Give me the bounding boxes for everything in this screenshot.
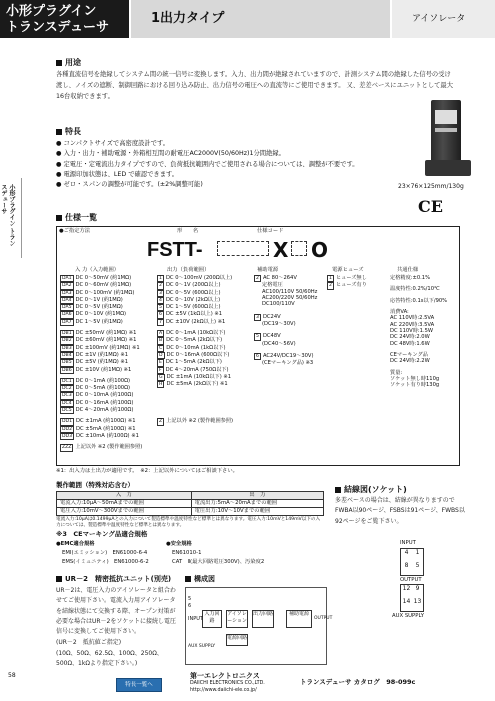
input-code-row: DC5 DC 4～20mA (約100Ω) [62, 407, 134, 414]
input-code-row: DA6 DC 0～10V (約1MΩ) [62, 311, 127, 318]
col-input: 入 力（入力範囲） [75, 267, 120, 273]
emc-row: EMS(イミュニティ) EN61000-6-2 [62, 559, 149, 565]
aux-list [254, 275, 326, 367]
input-code-row: DB5 DC ±5V (約1MΩ) ※1 [62, 359, 129, 366]
fuse-code-row: 2 ヒューズ有り [329, 282, 367, 289]
ur2-spec2: (10Ω、50Ω、62.5Ω、100Ω、250Ω、500Ω、1kΩより指定下さい。) [56, 650, 163, 668]
emc-label: ●EMC適合規格 [56, 541, 95, 547]
input-code-row: DA4 DC 0～1V (約1MΩ) [62, 296, 123, 303]
feature-item: ● コンパクトサイズで高密度設計です。 [56, 140, 170, 147]
input-code-row: DB6 DC ±10V (約1MΩ) ※1 [62, 366, 132, 373]
common-spec-item: 消費VA: [390, 309, 409, 316]
input-code-row: DC2 DC 0～5mA (約100Ω) [62, 385, 131, 392]
common-spec-item: AC 110V時:2.5VA [390, 315, 435, 322]
output-code-row: B DC 0～5mA (2kΩ以下) [159, 337, 223, 344]
aux-code-row: (DC40～56V) [262, 340, 296, 347]
input-code-row: DD1 DC ±1mA (約100Ω) ※1 [62, 418, 136, 425]
input-code-row: DC4 DC 0～16mA (約100Ω) [62, 399, 134, 406]
input-code-slot [217, 241, 269, 256]
aux-code-slot [291, 241, 307, 256]
col-aux: 補助電源 [257, 267, 279, 273]
output-code-row: 6 DC ±5V (1kΩ以上) ※1 [159, 311, 223, 318]
output-code-row: 2 DC 0～1V (200Ω以上) [159, 282, 221, 289]
aux-code-row: AC100/110V 50/60Hz [262, 288, 318, 295]
input-code-row: DB1 DC ±50mV (約1MΩ) ※1 [62, 330, 137, 337]
common-spec-item: DC 110V時:1.5W [390, 328, 434, 335]
company-url[interactable]: http://www.daiichi-ele.co.jp/ [190, 688, 257, 693]
input-code-row: DC3 DC 0～10mA (約100Ω) [62, 392, 134, 399]
model-prefix: FSTT- [147, 239, 203, 261]
output-code-row: D DC 0～16mA (600Ω以下) [159, 351, 230, 358]
input-code-row: ZZZ 上記以外 ※2 (製作範囲参照) [62, 444, 143, 451]
aux-code-row: 6 AC24V/DC19～30V) [256, 352, 314, 359]
output-code-row: G DC ±1mA (10kΩ以下) ※1 [159, 373, 232, 380]
spec-code-label: 仕様コード [257, 228, 284, 234]
page-number: 58 [8, 672, 16, 679]
header-category: アイソレータ [392, 0, 495, 38]
feature-item: ● 電源印加状態は、LED で確認できます。 [56, 170, 179, 178]
order-label: ●ご指定方法 [59, 228, 91, 234]
catalog-title: トランスデューサ カタログ 98-099c [300, 678, 416, 686]
usage-heading: 用途 [56, 58, 81, 69]
header-title-line1: 小形プラグイン [6, 4, 97, 19]
safety-label: ●安全規格 [166, 541, 192, 547]
common-spec-item: CEマーキング品 [390, 352, 428, 359]
input-code-row: DD2 DC ±5mA (約100Ω) ※1 [62, 425, 136, 432]
input-list [60, 275, 155, 452]
common-spec-item: 応答特性:0.1s以下/90% [390, 297, 448, 304]
block-input: 入力回路 [202, 610, 222, 628]
aux-code-row: DC100/110V [262, 301, 295, 308]
common-spec-item: DC 48V時:1.6W [390, 340, 430, 347]
common-spec-item: DC 24V時:2.2W [390, 358, 430, 365]
block-output: 出力回路 [252, 610, 274, 628]
product-image [425, 100, 473, 176]
common-spec-item: DC 24V時:2.0W [390, 334, 430, 341]
output-code-row: F DC 4～20mA (750Ω以下) [159, 366, 229, 373]
spec-table [56, 226, 460, 466]
aux-code-row: 2 AC 80～264V [256, 275, 297, 281]
output-code-row: 1 DC 0～100mV (200Ω以上) [159, 275, 233, 281]
common-spec-item: ソケット無し時110g [390, 376, 440, 383]
col-common: 共通仕様 [397, 267, 419, 273]
table-row: 電流入力:10μA～50mAまでの範囲 電流出力:5mA～20mAまでの範囲 [57, 500, 324, 508]
spec-footnote: ※1：出入力は土出力が適用です。 ※2：上記以外についてはご相談下さい。 [56, 468, 238, 474]
ur2-spec1: (UR－2 抵抗値ご指定) [56, 639, 122, 646]
features-list [56, 139, 374, 190]
output-code-row: 7 DC ±10V (2kΩ以上) ※1 [159, 318, 226, 325]
ur2-heading: UR－2 精密抵抗ユニット(別売) [56, 575, 171, 584]
input-code-row: DA1 DC 0～50mV (約1MΩ) [62, 275, 132, 281]
input-code-row: DA3 DC 0～100mV (約1MΩ) [62, 289, 135, 296]
feature-item: ● 定電圧・定電流出力タイプですので、負荷抵抗範囲内でご使用される場合については、調整が不要です。 [56, 160, 359, 168]
aux-code-row: AC200/220V 50/60Hz [262, 294, 318, 301]
index-button[interactable]: 特長一覧へ [116, 678, 162, 692]
aux-code-row: (DC19～30V) [262, 320, 296, 327]
side-tab[interactable]: 小形プラグイン トランスデューサ [0, 178, 22, 258]
output-code-row: A DC 0～1mA (10kΩ以下) [159, 330, 226, 337]
output-code-row: 4 DC 0～10V (2kΩ以上) [159, 296, 221, 303]
output-code-row: Z 上記以外 ※2 (製作範囲参照) [159, 418, 234, 425]
wiring-diagram: INPUT 4 1 8 5 OUTPUT 12 9 14 13 AUX SUPPLY [392, 540, 424, 619]
input-code-row: DB2 DC ±60mV (約1MΩ) ※1 [62, 337, 137, 344]
common-spec-item: 質量: [390, 369, 403, 376]
aux-code-row: 5 DC48V [256, 333, 281, 340]
custom-note: 電流入力:10μAは0.1499μAとの入力について製造標準や温度特性など標準とは異なります。電圧入力:10mVと149mV以下の入力については、製造標準や温度特性など標準とは異なります。 [56, 517, 321, 529]
input-code-row: DB4 DC ±1V (約1MΩ) ※1 [62, 351, 129, 358]
aux-code-row: 定格電圧 [262, 282, 283, 289]
input-code-row: DC1 DC 0～1mA (約100Ω) [62, 377, 131, 384]
safety-row: EN61010-1 [172, 550, 202, 556]
input-code-row: DA2 DC 0～60mV (約1MΩ) [62, 282, 132, 289]
fuse-list [327, 275, 387, 290]
output-code-row: E DC 1～5mA (2kΩ以下) [159, 359, 222, 366]
common-spec-item: ソケット有り時130g [390, 382, 440, 389]
features-heading: 特長 [56, 127, 81, 138]
header-title [0, 0, 129, 38]
safety-row: CAT Ⅱ(最大回路電圧300V)、汚染度2 [172, 559, 265, 565]
common-list [390, 275, 460, 389]
ce-logo: CE [418, 197, 443, 216]
table-row: 電圧入力:10mV～300Vまでの範囲 電圧出力:10V～10Vまでの範囲 [57, 508, 324, 516]
input-code-row: DA5 DC 0～5V (約1MΩ) [62, 304, 123, 311]
common-spec-item: 温度特性:0.2%/10℃ [390, 286, 440, 293]
block-power: 電源回路 [226, 634, 248, 646]
custom-table [56, 491, 324, 516]
output-code-row: H DC ±5mA (2kΩ以下) ※1 [159, 381, 228, 388]
model-o: O [311, 238, 329, 262]
wiring-heading: 結線図(ソケット) [335, 485, 407, 496]
model-x: X [273, 238, 289, 262]
output-list [157, 275, 252, 426]
input-code-row: DD3 DC ±10mA (約100Ω) ※1 [62, 432, 139, 439]
company-jp: 第一エレクトロニクス [190, 672, 260, 680]
input-code-row: DA7 DC 1～5V (約1MΩ) [62, 318, 123, 325]
feature-item: ● ゼロ・スパンの調整が可能です。(±2%調整可能) [56, 181, 203, 189]
custom-col-in: 入 力 [57, 492, 192, 500]
structure-diagram: 入力回路 アイソレーション 出力回路 電源回路 補助電源 5 6 INPUT AUX SUPPLY OUTPUT [185, 587, 327, 665]
emc-row: EMI(エミッション) EN61000-6-4 [62, 550, 148, 556]
custom-heading: 製作範囲（特殊対応含む） [56, 481, 134, 489]
output-code-row: C DC 0～10mA (1kΩ以下) [159, 344, 226, 351]
ur2-text: UR－2は、電圧入力のアイソレータと組合わせてご使用下さい。電流入力用アイソレータを結線状態にて交換する際、オープン対策が必要な場合はUR－2をソケットに接続し電圧信号に変換してご使用下さい。 [56, 587, 177, 636]
output-code-row: 3 DC 0～5V (600Ω以上) [159, 289, 221, 296]
common-spec-item: 定格精度:±0.1% [390, 275, 431, 281]
header-title-line2: トランスデューサ [6, 20, 109, 35]
common-spec-item: AC 220V時:3.5VA [390, 321, 435, 328]
header-type: 1出力タイプ [131, 0, 390, 38]
product-caption: 23×76×125mm/130g [398, 183, 464, 190]
company-en: DAIICHI ELECTRONICS CO.,LTD. [190, 681, 265, 686]
feature-item: ● 入力・出力・補助電源・外箱相互間の耐電圧AC2000V(50/60Hz)1分間絶縁。 [56, 150, 285, 158]
aux-code-row: (CEマーキング品) ※3 [262, 360, 314, 367]
fuse-code-row: 1 ヒューズ無し [329, 275, 367, 281]
custom-col-out: 出 力 [191, 492, 323, 500]
usage-text: 各種直流信号を絶縁してシステム間の統一信号に変換します。入力、出力間が絶縁されていますので、計測システム間の絶縁した信号の受け渡し、ノイズの遮断、制御回路における回り込み防止、出力信号の電圧への直流等にご使用できます。 又、差差ベースにユニットとして最大16台収納できます。 [56, 71, 454, 100]
input-code-row: DB3 DC ±100mV (約1MΩ) ※1 [62, 344, 140, 351]
spec-heading: 仕様一覧 [56, 213, 97, 224]
col-output: 出力（負荷範囲） [167, 267, 210, 273]
block-isolation: アイソレーション [226, 610, 248, 628]
output-code-row: 5 DC 1～5V (600Ω以上) [159, 304, 221, 311]
wiring-text: 多差ベースの場合は、結線が異なりますのでFWBA以90ページ、FSBSは91ページ、FWBS以92ページをご覧下さい。 [335, 497, 465, 525]
model-label: 形 名 [177, 228, 199, 234]
block-aux: 補助電源 [286, 610, 312, 628]
col-fuse: 電源ヒューズ [332, 267, 364, 273]
aux-code-row: 3 DC24V [256, 313, 281, 320]
ce-heading: ※3 CEマーキング品適合規格 [56, 530, 148, 538]
structure-heading: 構成図 [185, 575, 215, 584]
